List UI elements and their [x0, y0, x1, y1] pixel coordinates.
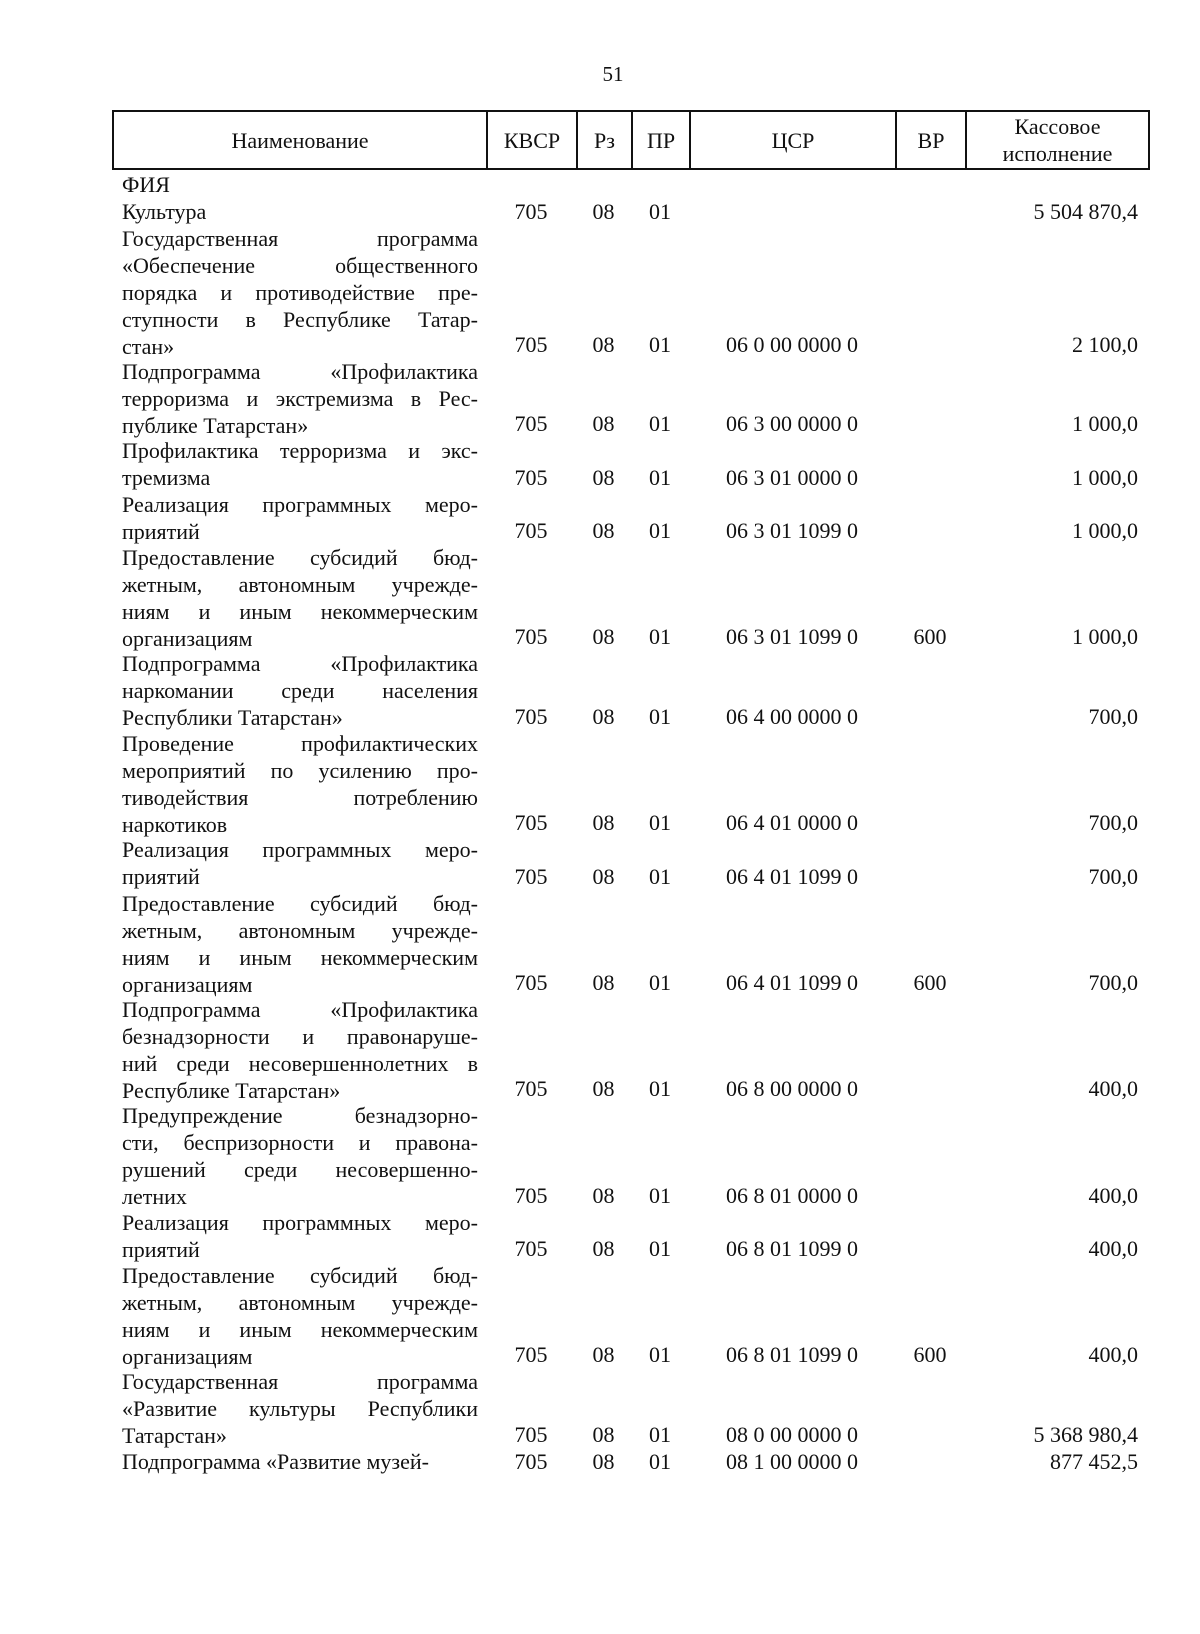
row-amount: 1 000,0 [1072, 411, 1138, 437]
row-kvsr: 705 [514, 810, 548, 836]
section-row [0, 171, 1200, 198]
row-name [122, 996, 478, 1104]
row-name-line: Подпрограмма «Профилактика [122, 996, 478, 1022]
row-rz: 08 [592, 1448, 615, 1474]
table-row [0, 1102, 1200, 1208]
row-amount: 1 000,0 [1072, 624, 1138, 650]
row-name [122, 1262, 478, 1370]
row-amount: 400,0 [1088, 1235, 1138, 1261]
page-number: 51 [602, 62, 624, 86]
row-pr: 01 [649, 464, 671, 490]
row-name-line: Подпрограмма «Развитие музей- [122, 1449, 429, 1475]
row-pr: 01 [649, 1076, 671, 1102]
row-name-line: организациям [122, 971, 253, 997]
row-name-line: Государственная программа [122, 1369, 478, 1395]
row-kvsr: 705 [514, 1448, 548, 1474]
row-name-line: жетным, автономным учрежде- [122, 571, 478, 597]
header-amount [966, 111, 1149, 169]
row-amount: 5 368 980,4 [1033, 1422, 1138, 1448]
row-amount: 2 100,0 [1072, 331, 1138, 357]
row-name [122, 1209, 478, 1263]
row-name-line: «Развитие культуры Республики [122, 1396, 478, 1422]
row-vr: 600 [913, 969, 947, 995]
row-amount: 700,0 [1088, 810, 1138, 836]
header-kvsr: КВСР [487, 111, 577, 169]
row-csr: 06 4 01 1099 0 [726, 969, 858, 995]
row-name-line: публике Татарстан» [122, 412, 309, 438]
row-name-line: жетным, автономным учрежде- [122, 1289, 478, 1315]
row-name-line: Татарстан» [122, 1423, 227, 1449]
row-name-line: летних [122, 1184, 187, 1210]
table-row [0, 225, 1200, 358]
row-name-line: организациям [122, 1343, 253, 1369]
row-rz: 08 [592, 411, 615, 437]
table-row [0, 544, 1200, 650]
row-rz: 08 [592, 1342, 615, 1368]
row-pr: 01 [649, 198, 671, 224]
section-title: ФИЯ [122, 172, 170, 197]
row-amount: 400,0 [1088, 1342, 1138, 1368]
row-csr: 06 8 01 0000 0 [726, 1182, 858, 1208]
row-name-line: ниям и иным некоммерческим [122, 944, 478, 970]
header-rz: Рз [577, 111, 632, 169]
row-name-line: порядка и противодействие пре- [122, 279, 478, 305]
row-kvsr: 705 [514, 331, 548, 357]
row-vr: 600 [913, 1342, 947, 1368]
table-row [0, 198, 1200, 225]
header-csr: ЦСР [690, 111, 896, 169]
row-name-line: жетным, автономным учрежде- [122, 917, 478, 943]
row-name-line: Республике Татарстан» [122, 1077, 341, 1103]
row-name-line: терроризма и экстремизма в Рес- [122, 385, 478, 411]
table-row [0, 836, 1200, 889]
row-csr: 06 3 01 0000 0 [726, 464, 858, 490]
row-name-line: Предупреждение безнадзорно- [122, 1103, 478, 1129]
row-kvsr: 705 [514, 198, 548, 224]
row-amount: 400,0 [1088, 1076, 1138, 1102]
row-name-line: ступности в Республике Татар- [122, 306, 478, 332]
row-name [122, 1102, 478, 1210]
row-name [122, 544, 478, 652]
row-amount: 700,0 [1088, 863, 1138, 889]
row-kvsr: 705 [514, 1076, 548, 1102]
header-vr: ВР [896, 111, 966, 169]
row-name-line: безнадзорности и правонаруше- [122, 1023, 478, 1049]
row-csr: 06 3 01 1099 0 [726, 624, 858, 650]
row-name [122, 730, 478, 838]
row-name [122, 1368, 478, 1449]
row-csr: 06 8 00 0000 0 [726, 1076, 858, 1102]
row-csr: 06 4 01 1099 0 [726, 863, 858, 889]
row-kvsr: 705 [514, 411, 548, 437]
row-amount: 877 452,5 [1050, 1448, 1138, 1474]
row-pr: 01 [649, 703, 671, 729]
row-pr: 01 [649, 1342, 671, 1368]
row-name-line: ниям и иным некоммерческим [122, 1316, 478, 1342]
row-name [122, 1448, 478, 1475]
row-rz: 08 [592, 624, 615, 650]
row-pr: 01 [649, 1182, 671, 1208]
header-pr: ПР [632, 111, 690, 169]
row-rz: 08 [592, 810, 615, 836]
row-rz: 08 [592, 464, 615, 490]
row-name-line: Республики Татарстан» [122, 705, 343, 731]
table-row [0, 491, 1200, 544]
row-kvsr: 705 [514, 863, 548, 889]
header-name: Наименование [113, 111, 487, 169]
row-name-line: Профилактика терроризма и экс- [122, 438, 478, 464]
row-csr: 06 4 00 0000 0 [726, 703, 858, 729]
row-csr: 06 8 01 1099 0 [726, 1235, 858, 1261]
row-csr: 06 3 00 0000 0 [726, 411, 858, 437]
row-pr: 01 [649, 624, 671, 650]
row-csr: 06 8 01 1099 0 [726, 1342, 858, 1368]
row-name-line: Реализация программных меро- [122, 1209, 478, 1235]
row-pr: 01 [649, 1448, 671, 1474]
row-name [122, 491, 478, 545]
table-row [0, 1262, 1200, 1368]
row-amount: 1 000,0 [1072, 517, 1138, 543]
row-kvsr: 705 [514, 1342, 548, 1368]
row-name-line: Предоставление субсидий бюд- [122, 1262, 478, 1288]
row-csr: 06 0 00 0000 0 [726, 331, 858, 357]
row-rz: 08 [592, 863, 615, 889]
row-amount: 700,0 [1088, 969, 1138, 995]
row-name-line: ний среди несовершеннолетних в [122, 1050, 478, 1076]
row-csr: 08 1 00 0000 0 [726, 1448, 858, 1474]
table-body [0, 171, 1200, 1475]
row-rz: 08 [592, 331, 615, 357]
row-name [122, 890, 478, 998]
row-name-line: Культура [122, 199, 207, 224]
row-rz: 08 [592, 703, 615, 729]
row-name-line: тиводействия потреблению [122, 784, 478, 810]
row-name-line: ниям и иным некоммерческим [122, 598, 478, 624]
row-name-line: Подпрограмма «Профилактика [122, 651, 478, 677]
row-kvsr: 705 [514, 517, 548, 543]
row-name [122, 437, 478, 491]
row-kvsr: 705 [514, 624, 548, 650]
row-name-line: Реализация программных меро- [122, 837, 478, 863]
row-pr: 01 [649, 331, 671, 357]
row-name-line: приятий [122, 864, 200, 890]
table-row [0, 1209, 1200, 1262]
table-row [0, 358, 1200, 438]
row-name-line: приятий [122, 518, 200, 544]
row-kvsr: 705 [514, 969, 548, 995]
row-name-line: Государственная программа [122, 225, 478, 251]
row-pr: 01 [649, 517, 671, 543]
row-csr: 08 0 00 0000 0 [726, 1422, 858, 1448]
row-kvsr: 705 [514, 1182, 548, 1208]
row-name-line: Реализация программных меро- [122, 491, 478, 517]
row-pr: 01 [649, 411, 671, 437]
row-name-line: тремизма [122, 465, 211, 491]
row-name-line: приятий [122, 1236, 200, 1262]
row-name-line: организациям [122, 625, 253, 651]
row-amount: 5 504 870,4 [1033, 198, 1138, 224]
row-name-line: «Обеспечение общественного [122, 252, 478, 278]
table-row [0, 1448, 1200, 1475]
row-kvsr: 705 [514, 703, 548, 729]
row-kvsr: 705 [514, 1235, 548, 1261]
row-rz: 08 [592, 969, 615, 995]
row-name-line: Подпрограмма «Профилактика [122, 358, 478, 384]
row-name-line: Предоставление субсидий бюд- [122, 890, 478, 916]
row-kvsr: 705 [514, 1422, 548, 1448]
table-row [0, 730, 1200, 836]
row-name-line: наркотиков [122, 811, 228, 837]
row-vr: 600 [913, 624, 947, 650]
row-name-line: стан» [122, 333, 175, 359]
row-rz: 08 [592, 198, 615, 224]
row-name-line: рушений среди несовершенно- [122, 1157, 478, 1183]
table-row [0, 996, 1200, 1102]
row-pr: 01 [649, 863, 671, 889]
row-rz: 08 [592, 517, 615, 543]
table-header [112, 110, 1150, 170]
row-name-line: Предоставление субсидий бюд- [122, 544, 478, 570]
row-csr: 06 4 01 0000 0 [726, 810, 858, 836]
table-row [0, 1368, 1200, 1448]
row-rz: 08 [592, 1076, 615, 1102]
row-rz: 08 [592, 1182, 615, 1208]
row-name [122, 198, 478, 225]
row-pr: 01 [649, 969, 671, 995]
row-name-line: Проведение профилактических [122, 730, 478, 756]
row-pr: 01 [649, 810, 671, 836]
row-name [122, 836, 478, 890]
row-csr: 06 3 01 1099 0 [726, 517, 858, 543]
row-name-line: мероприятий по усилению про- [122, 757, 478, 783]
row-name [122, 650, 478, 731]
row-rz: 08 [592, 1235, 615, 1261]
row-name-line: наркомании среди населения [122, 678, 478, 704]
row-amount: 1 000,0 [1072, 464, 1138, 490]
table-row [0, 890, 1200, 996]
row-name [122, 358, 478, 439]
table-row [0, 650, 1200, 730]
header-amount-line2: исполнение [1002, 141, 1113, 166]
header-amount-line1: Кассовое [1014, 114, 1101, 139]
table-row [0, 437, 1200, 490]
row-amount: 400,0 [1088, 1182, 1138, 1208]
row-rz: 08 [592, 1422, 615, 1448]
row-name [122, 225, 478, 360]
row-pr: 01 [649, 1235, 671, 1261]
row-pr: 01 [649, 1422, 671, 1448]
row-kvsr: 705 [514, 464, 548, 490]
row-name-line: сти, беспризорности и правона- [122, 1130, 478, 1156]
row-amount: 700,0 [1088, 703, 1138, 729]
